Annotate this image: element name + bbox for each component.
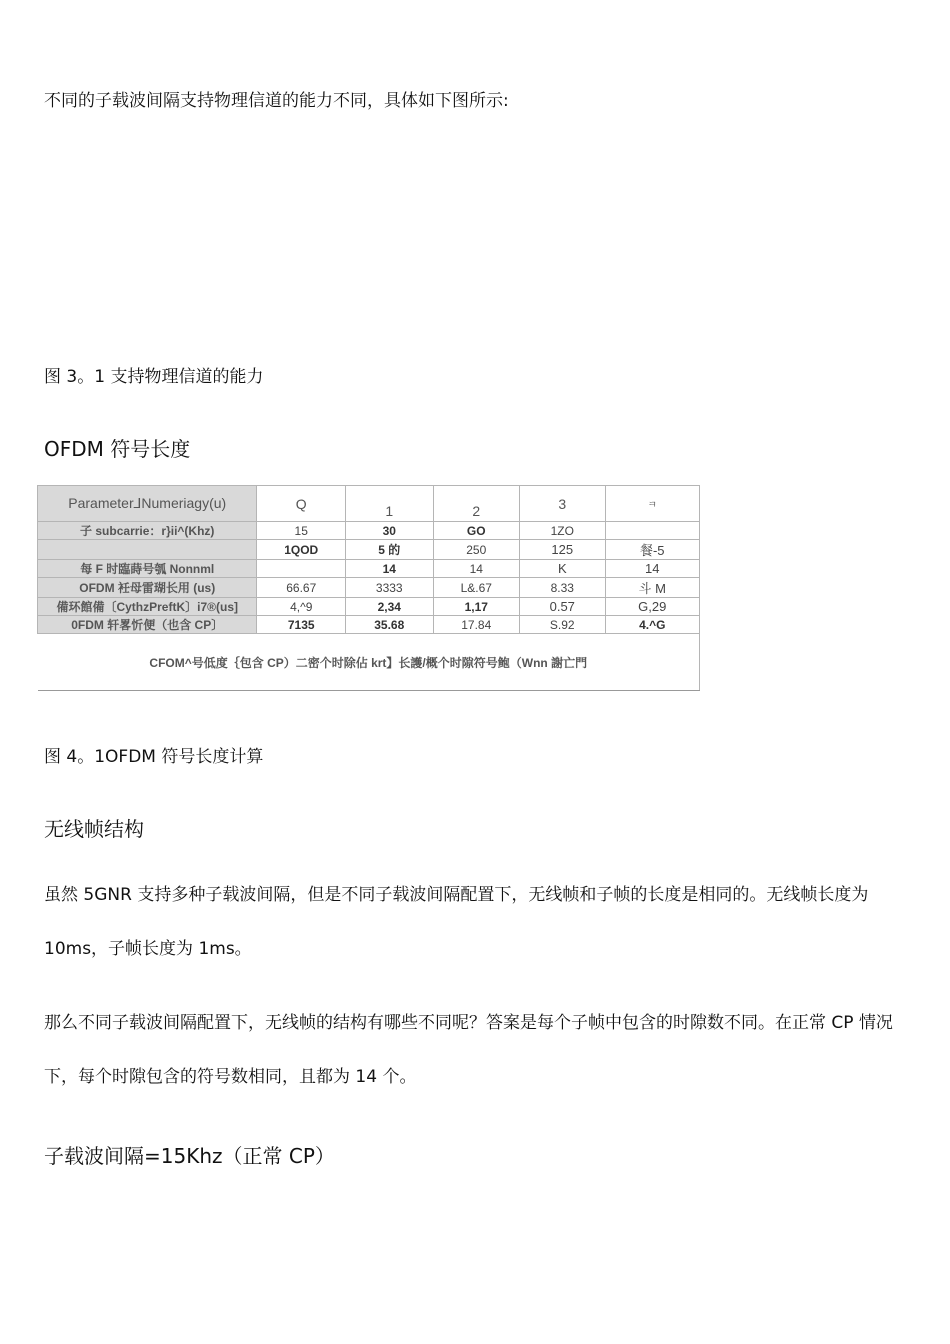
table-cell: 8.33: [520, 578, 605, 598]
table-row: [38, 578, 700, 598]
table-cell: 4,^9: [257, 598, 346, 616]
table-row: [38, 560, 700, 578]
table-cell: K: [520, 560, 605, 578]
table-cell: 7135: [257, 616, 346, 634]
table-cell: 250: [433, 540, 520, 560]
table-footer-row: [38, 634, 700, 691]
table-cell: G,29: [605, 598, 699, 616]
table-cell: 14: [605, 560, 699, 578]
table-row-label: 備环館備〔CythzPreftK〕i7®(us]: [38, 598, 257, 616]
table-row-label: 0FDM 轩畧忻便（也含 CP〕: [38, 616, 257, 634]
table-cell: 5 的: [346, 540, 434, 560]
figure-4-caption: 图 4。1OFDM 符号长度计算: [44, 747, 264, 767]
table-row: [38, 616, 700, 634]
table-row: [38, 598, 700, 616]
table-footer-note: CFOM^号低度｛包含 CP）二密个时除佔 krt】长護/概个时隙符号鲍（Wnn 謝亡門: [38, 634, 700, 691]
table-row-label: 每 F 时臨蒔号瓠 Nonnml: [38, 560, 257, 578]
table-cell: 1QOD: [257, 540, 346, 560]
table-cell: 斗 M: [605, 578, 699, 598]
table-cell: 30: [346, 522, 434, 540]
table-header-cell: ㅋ: [605, 486, 699, 522]
table-cell: 17.84: [433, 616, 520, 634]
table-cell: 3333: [346, 578, 434, 598]
table-row-label: OFDM 衽母雷瑚长用 (us): [38, 578, 257, 598]
table-cell: GO: [433, 522, 520, 540]
table-cell: 1,17: [433, 598, 520, 616]
table-header-row: [38, 486, 700, 522]
table-row-label: [38, 540, 257, 560]
figure-3-caption: 图 3。1 支持物理信道的能力: [44, 367, 264, 387]
paragraph-slot-structure: 那么不同子载波间隔配置下，无线帧的结构有哪些不同呢？答案是每个子帧中包含的时隙数不同。在正常 CP 情况下，每个时隙包含的符号数相同，且都为 14 个。: [44, 1013, 893, 1087]
table-cell: 餐-5: [605, 540, 699, 560]
table-header-cell: Q: [257, 486, 346, 522]
paragraph-frame-length: 虽然 5GNR 支持多种子载波间隔，但是不同子载波间隔配置下，无线帧和子帧的长度是相同的。无线帧长度为 10ms，子帧长度为 1ms。: [44, 885, 869, 959]
intro-text: 不同的子载波间隔支持物理信道的能力不同，具体如下图所示:: [44, 91, 509, 111]
table-cell: 35.68: [346, 616, 434, 634]
table-cell: 4.^G: [605, 616, 699, 634]
table-cell: 0.57: [520, 598, 605, 616]
table-cell: 15: [257, 522, 346, 540]
table-header-cell: 2: [433, 486, 520, 522]
table-cell: 125: [520, 540, 605, 560]
table-cell: 66.67: [257, 578, 346, 598]
table-cell: L&.67: [433, 578, 520, 598]
table-cell: 1ZO: [520, 522, 605, 540]
ofdm-parameter-table: [37, 485, 700, 691]
table-cell: 2,34: [346, 598, 434, 616]
section-heading-frame: 无线帧结构: [44, 817, 144, 841]
table-cell: [605, 522, 699, 540]
table-cell: S.92: [520, 616, 605, 634]
table-row: [38, 522, 700, 540]
table-header-cell: 3: [520, 486, 605, 522]
table-header-cell: 1: [346, 486, 434, 522]
table-row: [38, 540, 700, 560]
table-cell: [257, 560, 346, 578]
table-row-label: 子 subcarrie：r}ii^(Khz): [38, 522, 257, 540]
section-heading-ofdm: OFDM 符号长度: [44, 437, 191, 461]
table-cell: 14: [346, 560, 434, 578]
section-heading-15khz: 子载波间隔=15Khz（正常 CP）: [44, 1144, 335, 1168]
table-header-cell: Parameter⅃Numeriagy(u): [38, 486, 257, 522]
table-cell: 14: [433, 560, 520, 578]
